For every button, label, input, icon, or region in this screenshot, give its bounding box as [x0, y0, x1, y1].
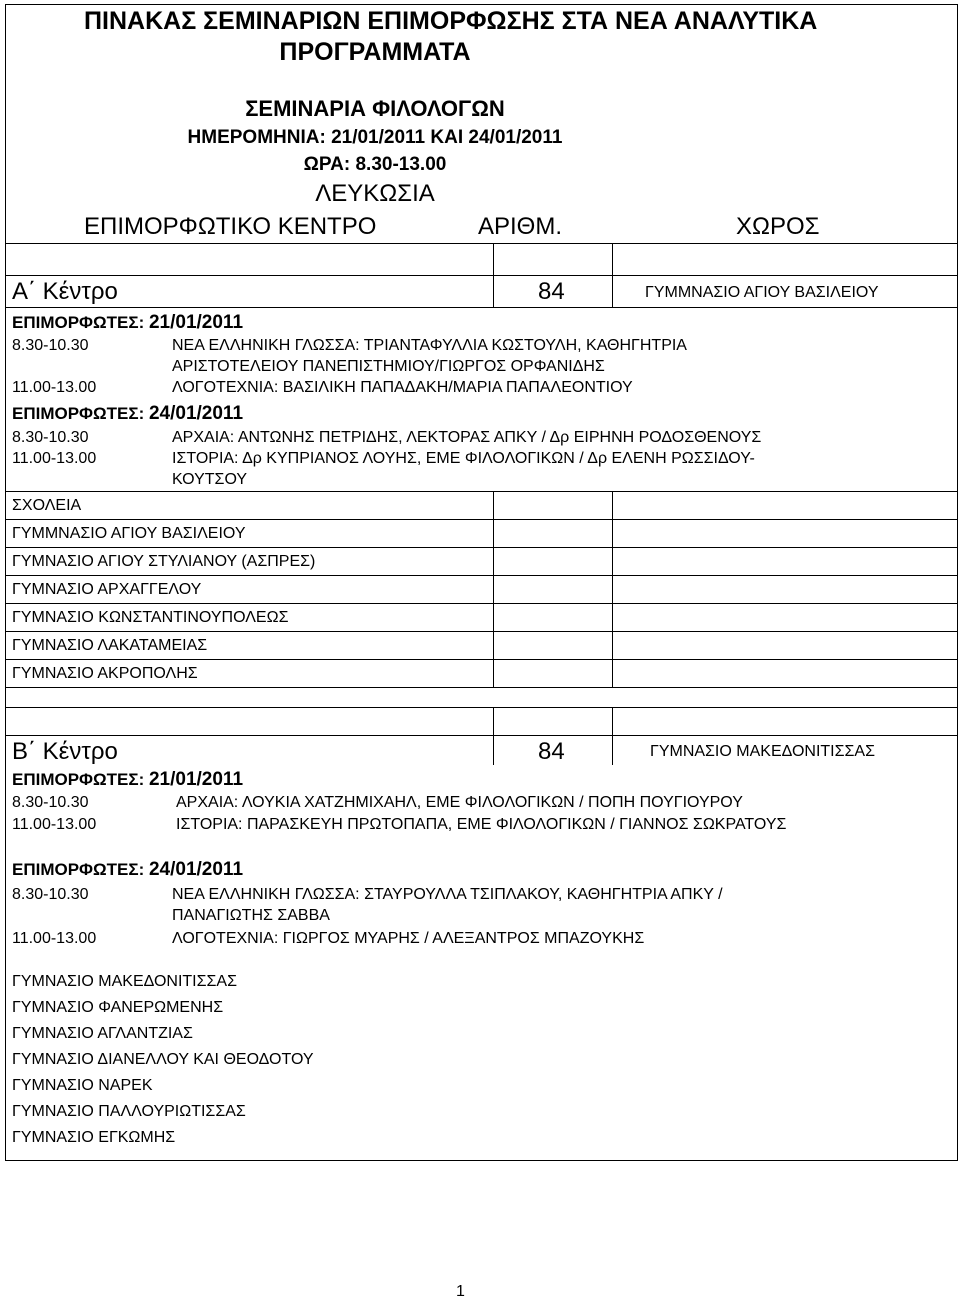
subtitle: ΣΕΜΙΝΑΡΙΑ ΦΙΛΟΛΟΓΩΝ	[245, 96, 505, 121]
session-time: 11.00-13.00	[12, 816, 97, 833]
school-item: ΓΥΜΝΑΣΙΟ ΛΑΚΑΤΑΜΕΙΑΣ	[12, 637, 208, 654]
center-a-number: 84	[538, 278, 565, 305]
center-b-number: 84	[538, 738, 565, 765]
session-date: 21/01/2011	[148, 769, 244, 790]
trainers-label: ΕΠΙΜΟΡΦΩΤΕΣ:	[12, 770, 145, 789]
rule-school-7	[5, 687, 958, 688]
session-text: ΛΟΓΟΤΕΧΝΙΑ: ΒΑΣΙΛΙΚΗ ΠΑΠΑΔΑΚΗ/ΜΑΡΙΑ ΠΑΠΑΛΕΟΝΤΙΟΥ	[172, 379, 633, 396]
school-item: ΓΥΜΝΑΣΙΟ ΑΓΙΟΥ ΣΤΥΛΙΑΝΟΥ (ΑΣΠΡΕΣ)	[12, 553, 316, 570]
session-text: ΑΡΧΑΙΑ: ΛΟΥΚΙΑ ΧΑΤΖΗΜΙΧΑΗΛ, ΕΜΕ ΦΙΛΟΛΟΓΙΚΩΝ / ΠΟΠΗ ΠΟΥΓΙΟΥΡΟΥ	[176, 794, 743, 811]
school-item: ΓΥΜΝΑΣΙΟ ΑΚΡΟΠΟΛΗΣ	[12, 665, 198, 682]
center-b-day1-label	[12, 769, 243, 791]
page-number: 1	[456, 1283, 465, 1300]
session-text: ΝΕΑ ΕΛΛΗΝΙΚΗ ΓΛΩΣΣΑ: ΤΡΙΑΝΤΑΦΥΛΛΙΑ ΚΩΣΤΟΥΛΗ, ΚΑΘΗΓΗΤΡΙΑ	[172, 337, 687, 354]
school-item: ΓΥΜΝΑΣΙΟ ΦΑΝΕΡΩΜΕΝΗΣ	[12, 999, 224, 1016]
border-bottom	[5, 1160, 958, 1161]
session-time: 8.30-10.30	[12, 794, 89, 811]
rule-school-2	[5, 547, 958, 548]
school-item: ΓΥΜΝΑΣΙΟ ΠΑΛΛΟΥΡΙΩΤΙΣΣΑΣ	[12, 1103, 246, 1120]
session-text-cont: ΑΡΙΣΤΟΤΕΛΕΙΟΥ ΠΑΝΕΠΙΣΤΗΜΙΟΥ/ΓΙΩΡΓΟΣ ΟΡΦΑΝΙΔΗΣ	[172, 358, 605, 375]
school-item: ΓΥΜΝΑΣΙΟ ΜΑΚΕΔΟΝΙΤΙΣΣΑΣ	[12, 973, 237, 990]
session-time: 11.00-13.00	[12, 450, 97, 467]
session-date: 21/01/2011	[148, 312, 244, 333]
session-date: 24/01/2011	[148, 859, 244, 880]
session-text-cont: ΠΑΝΑΓΙΩΤΗΣ ΣΑΒΒΑ	[172, 907, 330, 924]
session-text: ΑΡΧΑΙΑ: ΑΝΤΩΝΗΣ ΠΕΤΡΙΔΗΣ, ΛΕΚΤΟΡΑΣ ΑΠΚΥ / Δρ ΕΙΡΗΝΗ ΡΟΔΟΣΘΕΝΟΥΣ	[172, 429, 762, 446]
session-text: ΝΕΑ ΕΛΛΗΝΙΚΗ ΓΛΩΣΣΑ: ΣΤΑΥΡΟΥΛΛΑ ΤΣΙΠΛΑΚΟΥ, ΚΑΘΗΓΗΤΡΙΑ ΑΠΚΥ /	[172, 886, 723, 903]
school-item: ΓΥΜΝΑΣΙΟ ΝΑΡΕΚ	[12, 1077, 153, 1094]
center-b-place: ΓΥΜΝΑΣΙΟ ΜΑΚΕΔΟΝΙΤΙΣΣΑΣ	[650, 743, 875, 760]
rule-school-6	[5, 659, 958, 660]
school-item: ΓΥΜΝΑΣΙΟ ΑΓΛΑΝΤΖΙΑΣ	[12, 1025, 193, 1042]
rule-gap-top	[5, 707, 958, 708]
school-item: ΓΥΜΝΑΣΙΟ ΕΓΚΩΜΗΣ	[12, 1129, 176, 1146]
session-time: 11.00-13.00	[12, 379, 97, 396]
school-item: ΓΥΜΝΑΣΙΟ ΚΩΝΣΤΑΝΤΙΝΟΥΠΟΛΕΩΣ	[12, 609, 289, 626]
column-center: ΕΠΙΜΟΡΦΩΤΙΚΟ ΚΕΝΤΡΟ	[84, 213, 377, 240]
city: ΛΕΥΚΩΣΙΑ	[315, 180, 435, 207]
rule-school-5	[5, 631, 958, 632]
session-time: 8.30-10.30	[12, 886, 89, 903]
dates: ΗΜΕΡΟΜΗΝΙΑ: 21/01/2011 ΚΑΙ 24/01/2011	[187, 127, 563, 148]
center-a-name: Α΄ Κέντρο	[12, 278, 118, 305]
session-date: 24/01/2011	[148, 403, 244, 424]
school-item: ΓΥΜΝΑΣΙΟ ΔΙΑΝΕΛΛΟΥ ΚΑΙ ΘΕΟΔΟΤΟΥ	[12, 1051, 314, 1068]
rule-under-columns	[5, 243, 958, 244]
center-a-place: ΓΥΜΜΝΑΣΙΟ ΑΓΙΟΥ ΒΑΣΙΛΕΙΟΥ	[645, 284, 879, 301]
center-b-col-sep-1	[493, 735, 494, 765]
title-line-1: ΠΙΝΑΚΑΣ ΣΕΜΙΝΑΡΙΩΝ ΕΠΙΜΟΡΦΩΣΗΣ ΣΤΑ ΝΕΑ ΑΝΑΛΥΤΙΚΑ	[84, 7, 818, 35]
session-text: ΙΣΤΟΡΙΑ: ΠΑΡΑΣΚΕΥΗ ΠΡΩΤΟΠΑΠΑ, ΕΜΕ ΦΙΛΟΛΟΓΙΚΩΝ / ΓΙΑΝΝΟΣ ΣΩΚΡΑΤΟΥΣ	[176, 816, 787, 833]
schools-col-sep-2	[612, 491, 613, 687]
gap-col-sep-1	[493, 707, 494, 735]
col-sep-2	[612, 243, 613, 307]
center-b-name: Β΄ Κέντρο	[12, 738, 118, 765]
border-top	[5, 4, 958, 5]
school-item: ΓΥΜΜΝΑΣΙΟ ΑΓΙΟΥ ΒΑΣΙΛΕΙΟΥ	[12, 525, 246, 542]
session-time: 8.30-10.30	[12, 337, 89, 354]
session-time: 8.30-10.30	[12, 429, 89, 446]
column-number: ΑΡΙΘΜ.	[478, 213, 563, 240]
gap-col-sep-2	[612, 707, 613, 735]
school-item: ΓΥΜΝΑΣΙΟ ΑΡΧΑΓΓΕΛΟΥ	[12, 581, 202, 598]
center-b-col-sep-2	[612, 735, 613, 765]
schools-col-sep-1	[493, 491, 494, 687]
col-sep-1	[493, 243, 494, 307]
rule-school-1	[5, 519, 958, 520]
time: ΩΡΑ: 8.30-13.00	[303, 154, 447, 175]
center-b-day2-label	[12, 859, 243, 881]
trainers-label: ΕΠΙΜΟΡΦΩΤΕΣ:	[12, 860, 145, 879]
session-text: ΛΟΓΟΤΕΧΝΙΑ: ΓΙΩΡΓΟΣ ΜΥΑΡΗΣ / ΑΛΕΞΑΝΤΡΟΣ ΜΠΑΖΟΥΚΗΣ	[172, 930, 645, 947]
border-left	[5, 4, 6, 1161]
center-a-day1-label	[12, 312, 243, 334]
center-a-day2-label	[12, 403, 243, 425]
session-text: ΙΣΤΟΡΙΑ: Δρ ΚΥΠΡΙΑΝΟΣ ΛΟΥΗΣ, ΕΜΕ ΦΙΛΟΛΟΓΙΚΩΝ / Δρ ΕΛΕΝΗ ΡΩΣΣΙΔΟΥ-	[172, 450, 755, 467]
trainers-label: ΕΠΙΜΟΡΦΩΤΕΣ:	[12, 313, 145, 332]
title-line-2: ΠΡΟΓΡΑΜΜΑΤΑ	[279, 38, 471, 66]
border-right	[957, 4, 958, 1161]
schools-label: ΣΧΟΛΕΙΑ	[12, 497, 82, 514]
session-text-cont: ΚΟΥΤΣΟΥ	[172, 471, 248, 488]
trainers-label: ΕΠΙΜΟΡΦΩΤΕΣ:	[12, 404, 145, 423]
rule-schools-top	[5, 491, 958, 492]
rule-before-center-b	[5, 735, 958, 736]
rule-under-center-a	[5, 307, 958, 308]
rule-school-3	[5, 575, 958, 576]
session-time: 11.00-13.00	[12, 930, 97, 947]
column-place: ΧΩΡΟΣ	[736, 213, 820, 240]
rule-empty-row	[5, 275, 958, 276]
rule-school-4	[5, 603, 958, 604]
